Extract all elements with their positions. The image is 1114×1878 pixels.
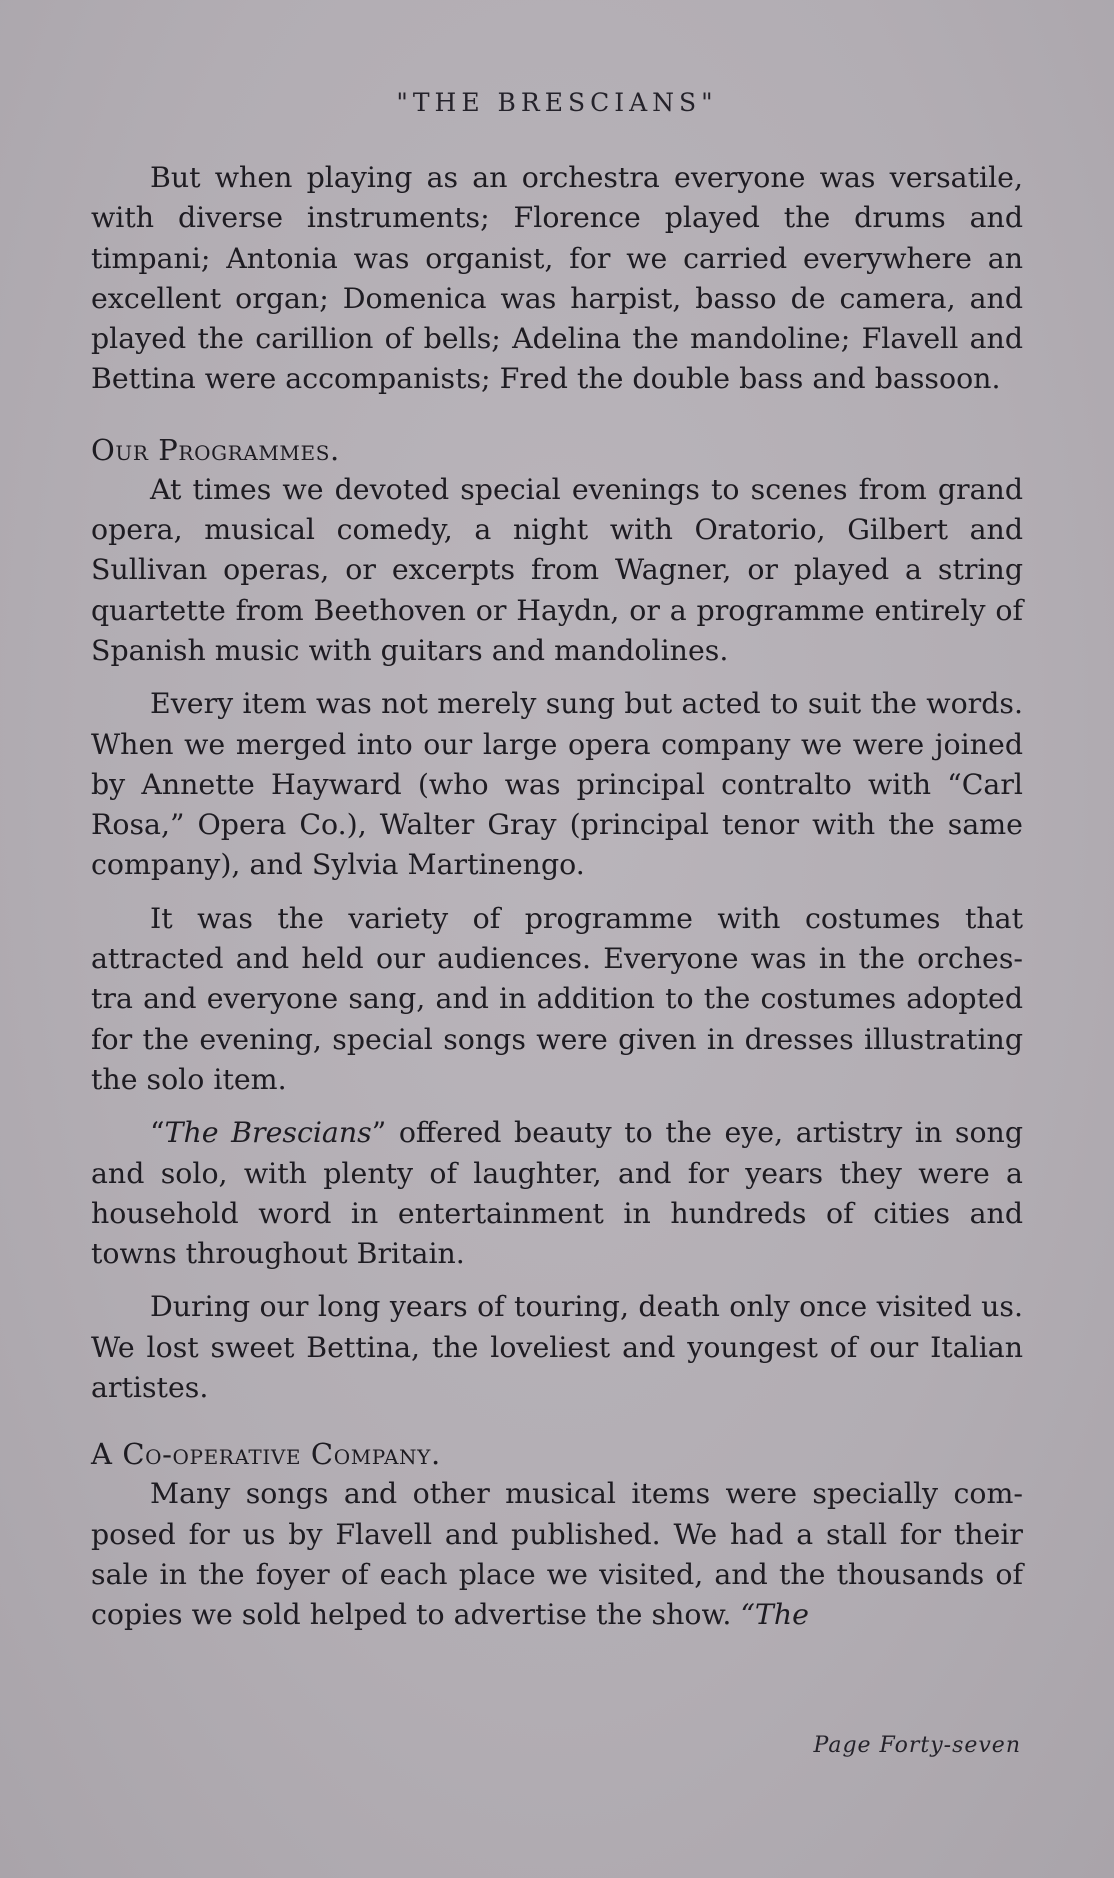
section-heading-programmes: Our Programmes. bbox=[91, 432, 340, 467]
body-text bbox=[91, 158, 1023, 1636]
paragraph-acted-items: Every item was not merely sung but acted to suit the words. When we merged into our large opera company we were joined by Annette Hayward (who was principal contralto with “Carl Rosa,” Opera Co.), Walter Gray (principal tenor with the same company), and Sylvia Martinengo. bbox=[91, 687, 1023, 882]
paragraph-touring: During our long years of touring, death only once visited us. We lost sweet Bettina, the loveliest and youngest of our Italian artistes. bbox=[91, 1290, 1023, 1405]
paragraph-orchestra: But when playing as an orchestra everyone was versatile, with diverse instruments; Florence played the drums and timpani; Antonia was organist, for we carried everywhere an excellent organ; Domenica was harpist, basso de camera, and played the carillion of bells; Adelina the mandoline; Flavell and Bettina were accompanists; Fred the double bass and bassoon. bbox=[91, 161, 1023, 396]
paragraph-songs bbox=[91, 1474, 1023, 1635]
open-quote: “ bbox=[150, 1116, 165, 1150]
paragraph-songs-text: Many songs and other musical items were specially composed for us by Flavell and published. We had a stall for their sale in the foyer of each place we visited, and the thousands of copies we sold helped to advertise the show. bbox=[91, 1477, 1023, 1632]
paragraph-special-evenings: At times we devoted special evenings to scenes from grand opera, musical comedy, a night with Oratorio, Gilbert and Sullivan operas, or excerpts from Wagner, or played a string quartette from Beethoven or Haydn, or a programme entirely of Spanish music with guitars and mandolines. bbox=[91, 472, 1023, 667]
page-number: Page Forty-seven bbox=[813, 1733, 1021, 1758]
paragraph-beauty bbox=[91, 1113, 1023, 1274]
running-head: "THE BRESCIANS" bbox=[396, 88, 718, 117]
paragraph-variety: It was the variety of programme with costumes that attracted and held our audiences. Everyone was in the orchestra and everyone sang, and in addition to the costumes adopted for the evening, special songs were given in dresses illustrating the solo item. bbox=[91, 901, 1023, 1096]
company-title: The Brescians bbox=[164, 1116, 372, 1150]
section-heading-cooperative: A Co-operative Company. bbox=[91, 1437, 441, 1472]
paragraph-beauty-text: ” offered beauty to the eye, artistry in song and solo, with plenty of laughter, and for years they were a household word in entertainment in hundreds of cities and towns throughout Britain. bbox=[91, 1116, 1023, 1271]
paragraph-songs-tail: “The bbox=[740, 1598, 809, 1632]
